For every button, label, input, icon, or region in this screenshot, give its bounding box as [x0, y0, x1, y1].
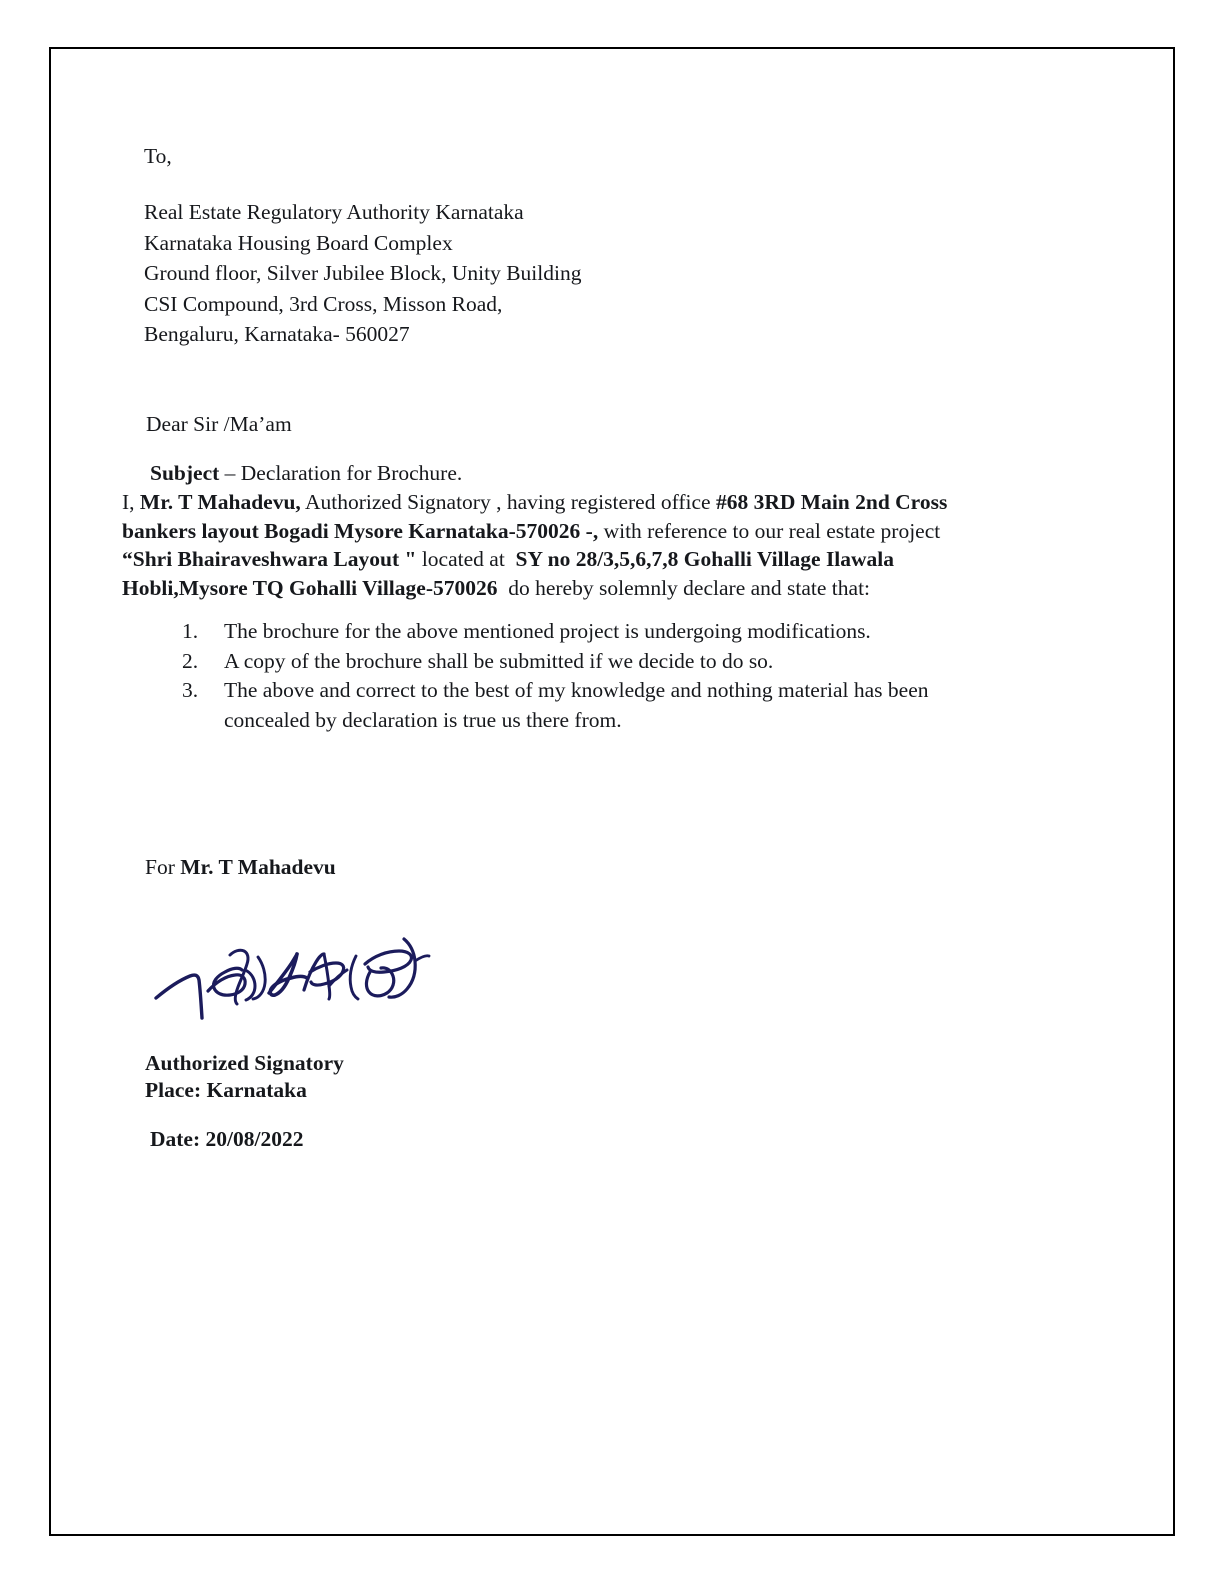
subject-line — [150, 459, 462, 488]
list-item-number: 3. — [182, 678, 199, 702]
project-name: “Shri Bhairaveshwara Layout " — [122, 547, 417, 572]
declaration-line-1 — [122, 488, 1122, 517]
for-prefix: For — [145, 855, 181, 879]
to-label: To, — [144, 144, 172, 168]
address-line-2: Karnataka Housing Board Complex — [144, 230, 453, 255]
address-line-3: Ground floor, Silver Jubilee Block, Unity Building — [144, 261, 582, 285]
list-item-number: 1. — [182, 619, 199, 643]
declaration-pronoun: I, — [122, 490, 140, 514]
signature-image — [146, 894, 446, 1029]
declaration-line-3 — [122, 545, 1122, 574]
place-line: Place: Karnataka — [145, 1078, 307, 1102]
list-item — [169, 617, 1069, 647]
list-item-text-cont: concealed by declaration is true us there from. — [224, 707, 622, 732]
signatory-title: Authorized Signatory — [145, 1051, 344, 1075]
address-line-5: Bengaluru, Karnataka- 560027 — [144, 322, 410, 346]
declarant-name: Mr. T Mahadevu, — [139, 490, 301, 514]
project-reference-text: with reference to our real estate project — [598, 518, 941, 543]
declarant-role: Authorized Signatory , having registered office — [300, 490, 716, 514]
list-item — [169, 647, 1069, 677]
declaration-paragraph — [122, 488, 1122, 602]
address-line-1: Real Estate Regulatory Authority Karnataka — [144, 200, 524, 224]
recipient-address-block — [144, 197, 581, 350]
subject-label: Subject — [150, 461, 220, 485]
located-at-text: located at — [416, 547, 511, 572]
list-item-number: 2. — [182, 648, 199, 673]
subject-text: – Declaration for Brochure. — [219, 461, 463, 485]
project-location-part-1: SY no 28/3,5,6,7,8 Gohalli Village Ilawala — [510, 547, 895, 572]
declaration-line-2 — [122, 517, 1122, 546]
signatory-name: Mr. T Mahadevu — [180, 855, 336, 879]
project-location-part-2: Hobli,Mysore TQ Gohalli Village-570026 — [122, 575, 498, 600]
declaration-list — [169, 617, 1069, 735]
registered-office-part-1: #68 3RD Main 2nd Cross — [715, 490, 948, 514]
list-item-text: The brochure for the above mentioned project is undergoing modifications. — [224, 619, 871, 643]
salutation: Dear Sir /Ma’am — [146, 412, 292, 436]
list-item-text: A copy of the brochure shall be submitted if we decide to do so. — [224, 648, 774, 673]
address-line-4: CSI Compound, 3rd Cross, Misson Road, — [144, 291, 503, 316]
letter-body — [51, 49, 1173, 1534]
declare-statement-text: do hereby solemnly declare and state that: — [497, 575, 871, 600]
date-line: Date: 20/08/2022 — [150, 1127, 304, 1151]
page-border — [49, 47, 1175, 1536]
list-item-text: The above and correct to the best of my knowledge and nothing material has been — [224, 678, 929, 702]
registered-office-part-2: bankers layout Bogadi Mysore Karnataka-570026 -, — [122, 518, 599, 543]
list-item — [169, 676, 1069, 735]
declaration-line-4 — [122, 574, 1122, 603]
for-signatory-line — [145, 853, 336, 882]
